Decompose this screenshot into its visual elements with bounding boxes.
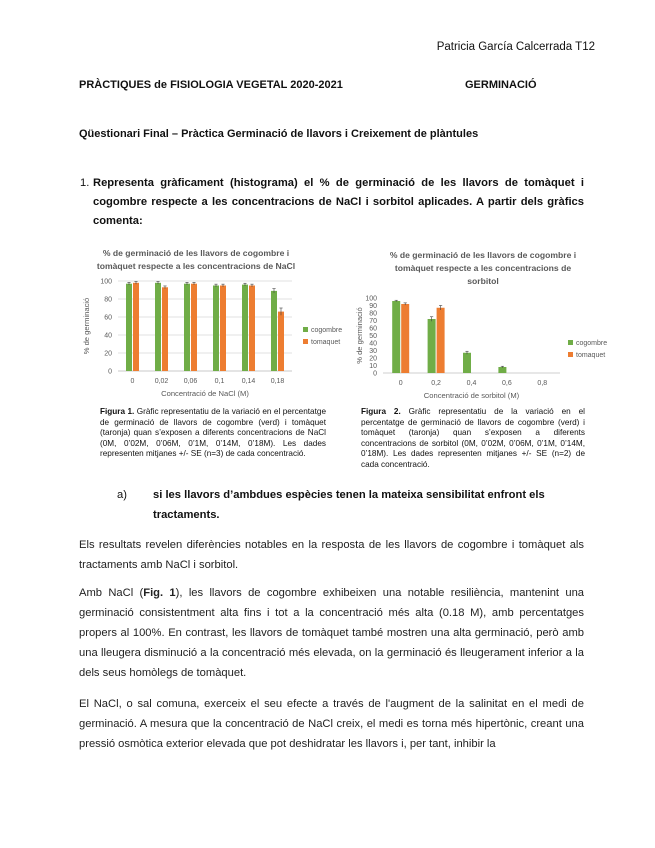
- y-tick-label: 0: [108, 368, 112, 376]
- y-tick-label: 0: [373, 370, 377, 378]
- bar-tomaquet: [401, 304, 409, 373]
- paragraph-2-rest: ), les llavors de cogombre exhibeixen una notable resiliència, mantenint una germinació consistentment alta fins i tot a la concentració més alta (0.18 M), amb percentatges propers al 100%. En contrast, les llavors de tomàquet també mostren una alta germinació, però amb una lleugera disminució a la concentració més elevada, on la germinació és lleugerament inferior a la dels seus homòlegs de tomàquet.: [79, 587, 585, 679]
- bar-tomaquet: [162, 287, 168, 371]
- y-tick-label: 60: [369, 325, 377, 333]
- paragraph-2: [79, 583, 584, 683]
- legend-swatch-cogombre: [568, 340, 573, 345]
- chart-title-line: sorbitol: [467, 276, 499, 286]
- bar-tomaquet: [278, 312, 284, 371]
- paragraph-2-start: Amb NaCl (: [79, 587, 144, 599]
- y-tick-label: 40: [104, 332, 112, 340]
- bar-tomaquet: [249, 286, 255, 372]
- paragraph-3: El NaCl, o sal comuna, exerceix el seu efecte a través de l'augment de la salinitat en el medi de germinació. A mesura que la concentració de NaCl creix, el medi es torna més hipertònic, creant una pressió osmòtica exterior elevada que pot deshidratar les llavors i, per tant, inhibir la: [79, 698, 584, 750]
- y-tick-label: 70: [369, 318, 377, 325]
- legend-swatch-cogombre: [303, 327, 308, 332]
- y-tick-label: 100: [100, 278, 112, 286]
- x-tick-label: 0,06: [183, 378, 198, 385]
- legend-label-cogombre: cogombre: [576, 340, 608, 347]
- x-tick-label: 0,18: [270, 378, 285, 385]
- x-tick-label: 0,8: [537, 380, 548, 387]
- bar-cogombre: [126, 284, 132, 371]
- figure-2-label: Figura 2.: [361, 407, 401, 416]
- y-axis-title: % de germinació: [355, 307, 364, 364]
- x-tick-label: 0,02: [154, 378, 169, 385]
- sub-question-text: si les llavors d’ambdues espècies tenen la mateixa sensibilitat enfront els tractaments.: [153, 489, 545, 521]
- sub-question-letter: a): [117, 489, 127, 501]
- topic-title: GERMINACIÓ: [465, 79, 537, 91]
- y-tick-label: 90: [369, 303, 377, 310]
- y-tick-label: 80: [104, 296, 112, 304]
- bar-tomaquet: [191, 284, 197, 371]
- x-tick-label: 0,1: [214, 378, 225, 385]
- author-name: Patricia García Calcerrada T12: [436, 41, 595, 53]
- chart-title-line: % de germinació de les llavors de cogombre i: [389, 250, 577, 260]
- x-tick-label: 0: [130, 378, 135, 385]
- bar-cogombre: [271, 291, 277, 371]
- legend-swatch-tomaquet: [568, 352, 573, 357]
- chart-sorbitol: [340, 246, 608, 406]
- chart-title-line: % de germinació de les llavors de cogombre i: [102, 248, 290, 258]
- x-tick-label: 0,2: [431, 380, 441, 387]
- bar-cogombre: [155, 283, 161, 371]
- bar-tomaquet: [133, 283, 139, 371]
- y-tick-label: 60: [104, 314, 112, 322]
- bar-tomaquet: [437, 308, 445, 373]
- x-axis-title: Concentració de NaCl (M): [161, 389, 249, 398]
- bar-tomaquet: [220, 286, 226, 372]
- y-tick-label: 100: [365, 295, 377, 303]
- x-axis-title: Concentració de sorbitol (M): [423, 391, 520, 400]
- figure-1-caption: [100, 407, 326, 460]
- legend-label-cogombre: cogombre: [311, 327, 343, 334]
- question-text: Representa gràficament (histograma) el % de germinació de les llavors de tomàquet i cogombre respecte a les concentracions de NaCl i sorbitol aplicades. A partir dels gràfics comenta:: [93, 177, 584, 227]
- chart-nacl: [78, 240, 354, 406]
- question-1: [80, 174, 584, 231]
- bar-cogombre: [428, 319, 436, 373]
- chart-title-line: tomàquet respecte a les concentracions de NaCl: [96, 261, 296, 271]
- y-tick-label: 50: [369, 333, 377, 340]
- x-tick-label: 0,14: [241, 378, 256, 385]
- legend-swatch-tomaquet: [303, 339, 308, 344]
- bar-cogombre: [242, 285, 248, 371]
- bar-cogombre: [213, 286, 219, 372]
- figure-1-label: Figura 1.: [100, 407, 135, 416]
- questionnaire-title: Qüestionari Final – Pràctica Germinació de llavors i Creixement de plàntules: [79, 128, 479, 140]
- figure-1-text: Gràfic representatiu de la variació en el percentatge de germinació de llavors de cogombre (verd) i tomàquet (taronja) quan s’exposen a diferents concentracions de NaCl (0M, 0’02M, 0’06M, 0’1M, 0’14M, 0’18M). Les dades representen mitjanes +/- SE (n=3) de cada concentració.: [100, 407, 326, 459]
- bar-cogombre: [392, 301, 400, 373]
- bar-cogombre: [498, 367, 506, 373]
- bar-cogombre: [463, 353, 471, 373]
- y-tick-label: 10: [369, 363, 377, 370]
- x-tick-label: 0,6: [502, 380, 512, 387]
- y-tick-label: 40: [369, 340, 377, 348]
- figure-2-text: Gràfic representatiu de la variació en el percentatge de germinació de llavors de cogombre (verd) i tomàquet (taronja) quan s’exposen a diferents concentracions de sorbitol (0M, 0’02M, 0’06M, 0’1M, 0’14M, 0’18M). Les dades representen mitjanes +/- SE (n=2) de cada concentració.: [361, 407, 585, 469]
- figure-2-caption: [361, 407, 585, 471]
- question-number: 1.: [80, 177, 90, 189]
- y-tick-label: 80: [369, 310, 377, 318]
- figure-1-reference: Fig. 1: [143, 587, 176, 599]
- sub-question-a: [117, 485, 585, 525]
- x-tick-label: 0,4: [466, 380, 477, 387]
- bar-cogombre: [184, 284, 190, 371]
- legend-label-tomaquet: tomaquet: [576, 352, 606, 359]
- y-tick-label: 20: [104, 350, 112, 358]
- course-title: PRÀCTIQUES de FISIOLOGIA VEGETAL 2020-2021: [79, 79, 343, 91]
- y-tick-label: 30: [369, 348, 377, 355]
- x-tick-label: 0: [398, 380, 403, 387]
- y-tick-label: 20: [369, 355, 377, 363]
- legend-label-tomaquet: tomaquet: [311, 339, 341, 346]
- y-axis-title: % de germinació: [82, 297, 91, 355]
- chart-title-line: tomàquet respecte a les concentracions de: [394, 263, 572, 273]
- paragraph-1: Els resultats revelen diferències notables en la resposta de les llavors de cogombre i tomàquet als tractaments amb NaCl i sorbitol.: [79, 539, 584, 571]
